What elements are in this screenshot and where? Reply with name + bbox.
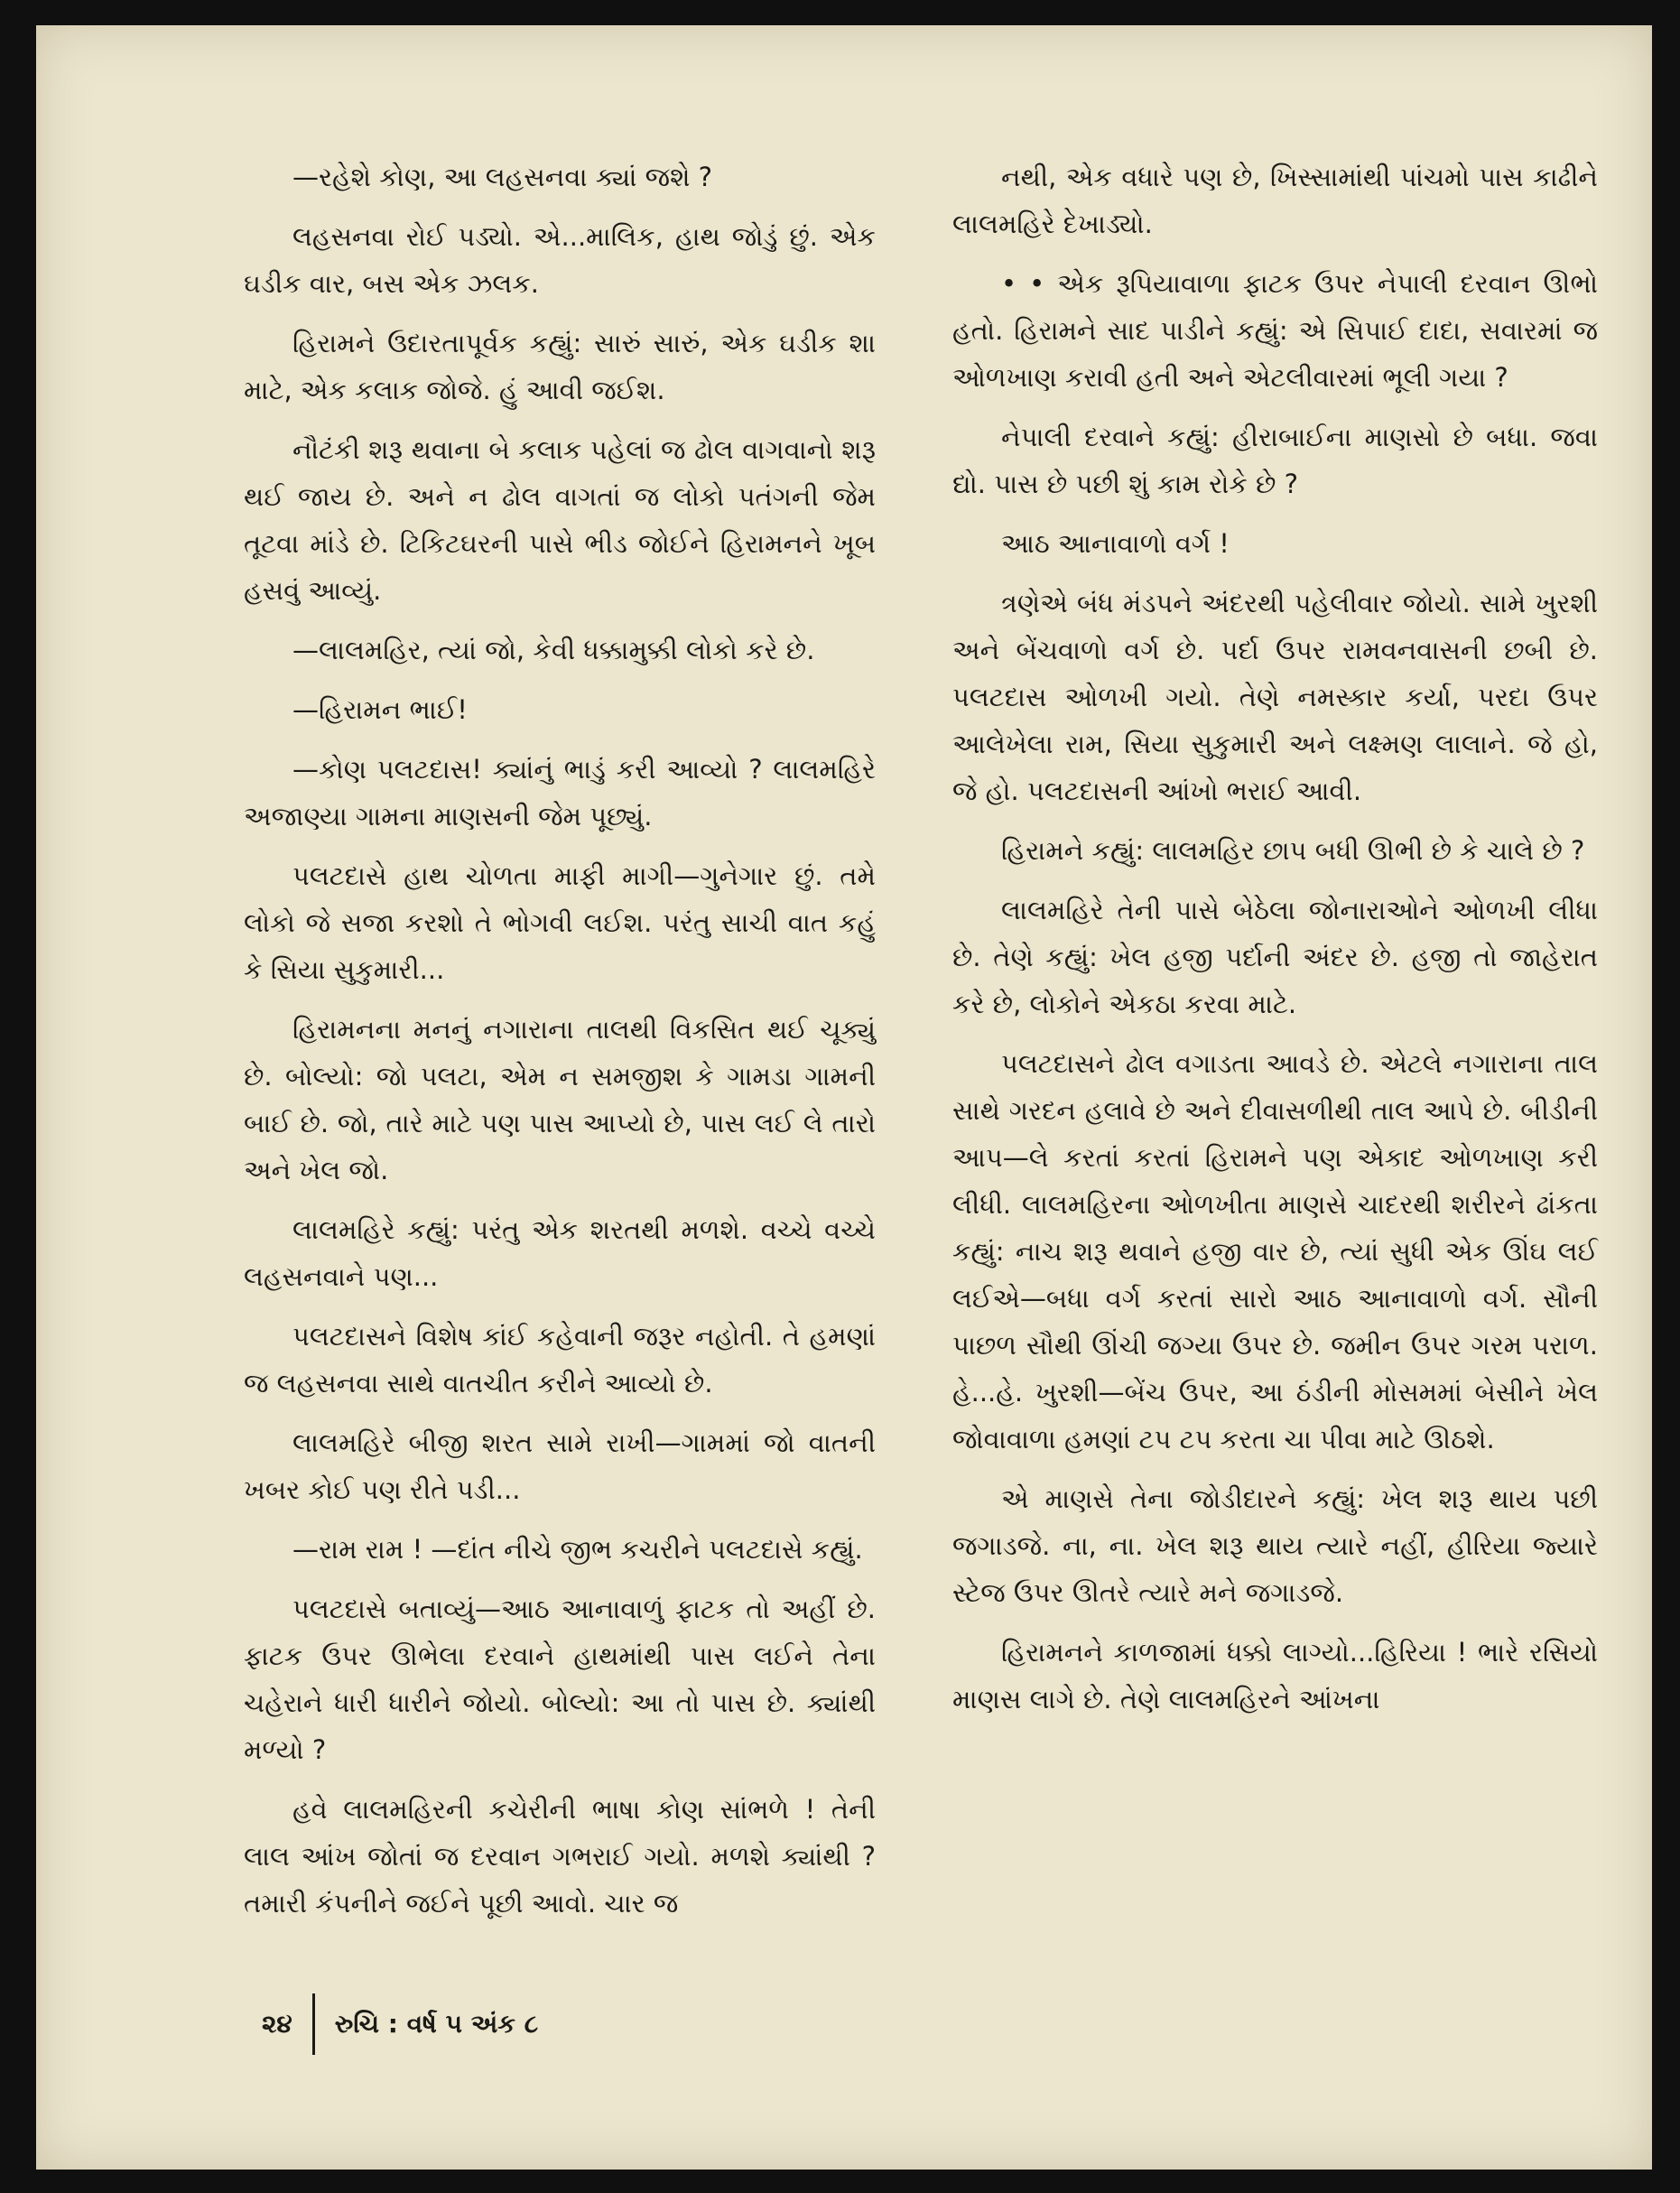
paragraph: લાલમહિરે કહ્યું: પરંતુ એક શરતથી મળશે. વચ્ચે વચ્ચે લહસનવાને પણ... — [244, 1214, 876, 1292]
magazine-issue: રુચિ : વર્ષ ૫ અંક ૮ — [334, 2009, 539, 2039]
paragraph: લાલમહિરે બીજી શરત સામે રાખી—ગામમાં જો વાતની ખબર કોઈ પણ રીતે પડી... — [244, 1427, 876, 1505]
paragraph: હિરામનને કાળજામાં ધક્કો લાગ્યો...હિરિયા ! ભારે રસિયો માણસ લાગે છે. તેણે લાલમહિરને આંખના — [952, 1637, 1598, 1714]
paragraph: લાલમહિરે તેની પાસે બેઠેલા જોનારાઓને ઓળખી લીધા છે. તેણે કહ્યું: ખેલ હજી પર્દાની અંદર છે. હજી તો જાહેરાત કરે છે, લોકોને એકઠા કરવા માટે. — [952, 895, 1598, 1019]
paragraph: હિરામનના મનનું નગારાના તાલથી વિકસિત થઈ ચૂક્યું છે. બોલ્યો: જો પલટા, એમ ન સમજીશ કે ગામડા ગામની બાઈ છે. જો, તારે માટે પણ પાસ આપ્યો છે, પાસ લઈ લે તારો અને ખેલ જો. — [244, 1014, 876, 1185]
paragraph: —હિરામન ભાઈ! — [292, 694, 468, 725]
paragraph: આઠ આનાવાળો વર્ગ ! — [1001, 528, 1230, 559]
paragraph: • • એક રૂપિયાવાળા ફાટક ઉપર નેપાલી દરવાન ઊભો હતો. હિરામને સાદ પાડીને કહ્યું: એ સિપાઈ દાદા, સવારમાં જ ઓળખાણ કરાવી હતી અને એટલીવારમાં ભૂલી ગયા ? — [952, 268, 1598, 393]
paragraph: ત્રણેએ બંધ મંડપને અંદરથી પહેલીવાર જોયો. સામે ખુરશી અને બેંચવાળો વર્ગ છે. પર્દા ઉપર રામવનવાસની છબી છે. પલટદાસ ઓળખી ગયો. તેણે નમસ્કાર કર્યા, પરદા ઉપર આલેખેલા રામ, સિયા સુકુમારી અને લક્ષ્મણ લાલાને. જે હો, જે હો. પલટદાસની આંખો ભરાઈ આવી. — [952, 588, 1598, 806]
paragraph: —કોણ પલટદાસ! ક્યાંનું ભાડું કરી આવ્યો ? લાલમહિરે અજાણ્યા ગામના માણસની જેમ પૂછ્યું. — [244, 754, 876, 832]
paragraph: નથી, એક વધારે પણ છે, ખિસ્સામાંથી પાંચમો પાસ કાઢીને લાલમહિરે દેખાડ્યો. — [952, 162, 1598, 239]
paragraph: —લાલમહિર, ત્યાં જો, કેવી ધક્કામુક્કી લોકો કરે છે. — [292, 635, 815, 665]
paragraph: હિરામને કહ્યું: લાલમહિર છાપ બધી ઊભી છે કે ચાલે છે ? — [1001, 835, 1585, 866]
paragraph: પલટદાસને વિશેષ કાંઈ કહેવાની જરૂર નહોતી. તે હમણાં જ લહસનવા સાથે વાતચીત કરીને આવ્યો છે. — [244, 1321, 876, 1399]
paragraph: નૌટંકી શરૂ થવાના બે કલાક પહેલાં જ ઢોલ વાગવાનો શરૂ થઈ જાય છે. અને ન ઢોલ વાગતાં જ લોકો પતંગની જેમ તૂટવા માંડે છે. ટિકિટઘરની પાસે ભીડ જોઈને હિરામનને ખૂબ હસવું આવ્યું. — [244, 434, 876, 606]
page-number: ૨૪ — [262, 2009, 292, 2039]
paragraph: —રહેશે કોણ, આ લહસનવા ક્યાં જશે ? — [292, 162, 713, 192]
paragraph: હિરામને ઉદારતાપૂર્વક કહ્યું: સારું સારું, એક ઘડીક શા માટે, એક કલાક જોજે. હું આવી જઈશ. — [244, 328, 876, 405]
footer-divider — [312, 1993, 315, 2055]
paragraph: પલટદાસે બતાવ્યું—આઠ આનાવાળું ફાટક તો અહીં છે. ફાટક ઉપર ઊભેલા દરવાને હાથમાંથી પાસ લઈને તેના ચહેરાને ધારી ધારીને જોયો. બોલ્યો: આ તો પાસ છે. ક્યાંથી મળ્યો ? — [244, 1594, 876, 1765]
paragraph: પલટદાસને ઢોલ વગાડતા આવડે છે. એટલે નગારાના તાલ સાથે ગરદન હલાવે છે અને દીવાસળીથી તાલ આપે છે. બીડીની આપ—લે કરતાં કરતાં હિરામને પણ એકાદ ઓળખાણ કરી લીધી. લાલમહિરના ઓળખીતા માણસે ચાદરથી શરીરને ઢાંકતા કહ્યું: નાચ શરૂ થવાને હજી વાર છે, ત્યાં સુધી એક ઊંઘ લઈ લઈએ—બધા વર્ગ કરતાં સારો આઠ આનાવાળો વર્ગ. સૌની પાછળ સૌથી ઊંચી જગ્યા ઉપર છે. જમીન ઉપર ગરમ પરાળ. હે...હે. ખુરશી—બેંચ ઉપર, આ ઠંડીની મોસમમાં બેસીને ખેલ જોવાવાળા હમણાં ટપ ટપ કરતા ચા પીવા માટે ઊઠશે. — [952, 1048, 1598, 1454]
paragraph: એ માણસે તેના જોડીદારને કહ્યું: ખેલ શરૂ થાય પછી જગાડજે. ના, ના. ખેલ શરૂ થાય ત્યારે નહીં, હીરિયા જ્યારે સ્ટેજ ઉપર ઊતરે ત્યારે મને જગાડજે. — [952, 1483, 1598, 1608]
paragraph: નેપાલી દરવાને કહ્યું: હીરાબાઈના માણસો છે બધા. જવા દ્યો. પાસ છે પછી શું કામ રોકે છે ? — [952, 422, 1598, 499]
paragraph: હવે લાલમહિરની કચેરીની ભાષા કોણ સાંભળે ! તેની લાલ આંખ જોતાં જ દરવાન ગભરાઈ ગયો. મળશે ક્યાંથી ? તમારી કંપનીને જઈને પૂછી આવો. ચાર જ — [244, 1794, 876, 1919]
paragraph: —રામ રામ ! —દાંત નીચે જીભ કચરીને પલટદાસે કહ્યું. — [292, 1534, 863, 1565]
paragraph: લહસનવા રોઈ પડ્યો. એ...માલિક, હાથ જોડું છું. એક ઘડીક વાર, બસ એક ઝલક. — [244, 221, 876, 299]
paragraph: પલટદાસે હાથ ચોળતા માફી માગી—ગુનેગાર છું. તમે લોકો જે સજા કરશો તે ભોગવી લઈશ. પરંતુ સાચી વાત કહું કે સિયા સુકુમારી... — [244, 860, 876, 985]
right-column — [952, 153, 1598, 1735]
left-column — [244, 153, 876, 1939]
page-footer — [262, 1993, 538, 2055]
